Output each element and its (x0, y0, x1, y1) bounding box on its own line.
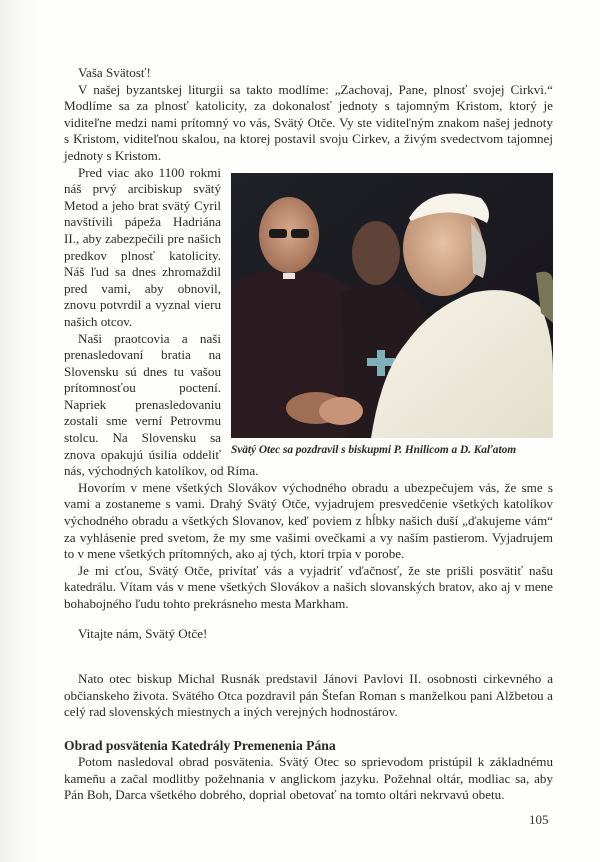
spacer (64, 642, 553, 671)
photo-caption: Svätý Otec sa pozdravil s biskupmi P. Hnilicom a D. Kaľatom (231, 443, 517, 456)
page-number: 105 (529, 812, 549, 827)
spacer (64, 613, 553, 626)
photo-pope-greeting-bishops (231, 173, 553, 438)
paragraph-history: Pred viac ako 1100 rokmi náš prvý arcibiskup svätý Metod a jeho brat svätý Cyril navštívili pápeža Hadriána II., aby zabezpečili pre našich predkov plnosť katolicity. Náš ľud sa dnes zhromaždil pred vami, aby obnovil, znovu potvrdil a vyznal vieru našich otcov. (64, 164, 221, 329)
photo-image-icon (231, 173, 553, 438)
closing-salutation: Vitajte nám, Svätý Otče! (78, 625, 208, 641)
paragraph-persecution: Naši praotcovia a naši prenasledovaní bratia na Slovensku sú dnes tu vašou prítomnosťou poctení. Napriek prenasledovaniu zostali sme verní Petrovmu stolcu. Na Slovensku sa znova opakujú úsilia oddeliť nás, východných katolíkov, od Ríma. (64, 330, 259, 479)
page-body (64, 65, 553, 804)
greeting: Vaša Svätosť! (78, 65, 151, 80)
spacer (64, 721, 553, 737)
paragraph-assurance: Hovorím v mene všetkých Slovákov východného obradu a ubezpečujem vás, že sme s vami a zostaneme s vami. Drahý Svätý Otče, vyjadrujem presvedčenie všetkých katolíkov východného obradu a všetkých Slovanov, keď poviem z hĺbky našich duší „ďakujeme vám“ za vyhlásenie pred svetom, že my sme vašimi ovečkami a vy naším pastierom. Vyjadrujem to v mene všetkých prítomných, ako aj tých, ktorí trpia v porobe. (64, 479, 553, 562)
paragraph-welcome: Je mi cťou, Svätý Otče, privítať vás a vyjadriť vďačnosť, že ste prišli posvätiť našu katedrálu. Vítam vás v mene všetkých Slovákov a našich slovanských bratov, ako aj v mene bohabojného ľudu tohto prekrásneho mesta Markham. (64, 562, 553, 611)
paragraph-introductions: Nato otec biskup Michal Rusnák predstavil Jánovi Pavlovi II. osobnosti cirkevného a občianskeho života. Svätého Otca pozdravil pán Štefan Roman s manželkou pani Alžbetou a celý rad slovenských miestnych a iných verejných hodnostárov. (64, 671, 553, 720)
section-heading: Obrad posvätenia Katedrály Premenenia Pána (64, 737, 336, 753)
figure (231, 173, 553, 458)
paragraph-consecration: Potom nasledoval obrad posvätenia. Svätý Otec so sprievodom pristúpil k základnému kameňu a začal modlitby požehnania v anglickom jazyku. Požehnal oltár, modliac sa, aby Pán Boh, Darca všetkého dobrého, doprial obetovať na tomto oltári nekrvavú obetu. (64, 753, 553, 803)
paragraph-liturgy: V našej byzantskej liturgii sa takto modlíme: „Zachovaj, Pane, plnosť svojej Cirkvi.“ Modlíme sa za plnosť katolicity, za dokonalosť jednoty s tajomným Kristom, ktorý je viditeľne medzi nami prítomný vo vás, Svätý Otče. Vy ste viditeľným znakom našej jednoty s Kristom, viditeľnou skalou, na ktorej postavil svoju Cirkev, a živým svedectvom tajomnej jednoty s Kristom. (64, 81, 553, 163)
